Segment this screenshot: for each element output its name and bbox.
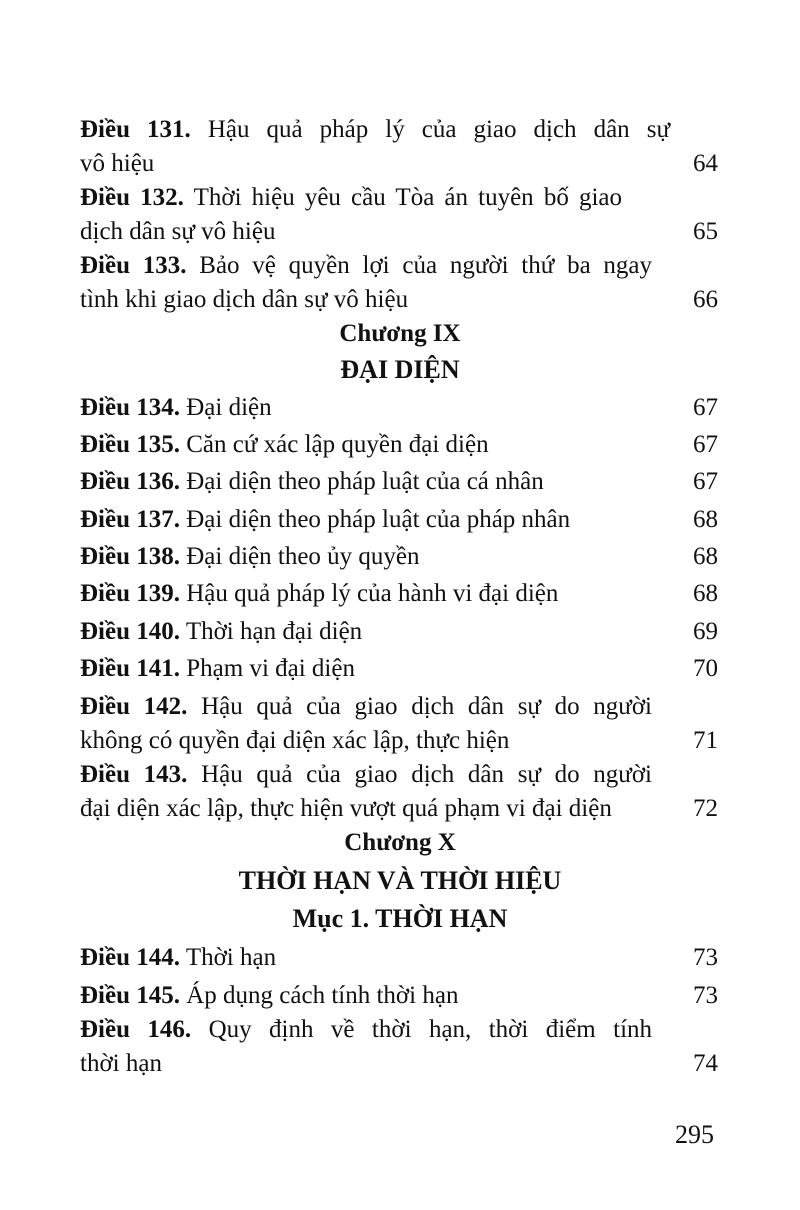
article-title: Đại diện theo ủy quyền <box>186 543 420 570</box>
chapter-label: Chương X <box>344 829 456 856</box>
article-title: Phạm vi đại diện <box>186 655 355 682</box>
article-number: Điều 131. <box>80 116 191 143</box>
toc-entry <box>80 941 720 975</box>
toc-entry <box>80 652 720 686</box>
toc-entry <box>80 577 720 611</box>
toc-entry <box>80 503 720 537</box>
article-number: Điều 136. <box>80 468 180 495</box>
page-ref: 68 <box>693 543 718 570</box>
toc-entry <box>80 249 720 317</box>
chapter-label: Chương IX <box>339 320 461 347</box>
toc-entry <box>80 465 720 499</box>
page-ref: 71 <box>693 727 718 754</box>
article-title: Quy định về thời hạn, thời điểm tính <box>208 1016 653 1043</box>
page-ref: 73 <box>693 944 718 971</box>
article-title-continued: không có quyền đại diện xác lập, thực hiện <box>80 727 510 754</box>
page-ref: 68 <box>693 506 718 533</box>
article-number: Điều 132. <box>80 184 184 211</box>
article-title: Thời hiệu yêu cầu Tòa án tuyên bố giao <box>193 184 622 211</box>
article-title: Thời hạn đại diện <box>185 618 363 645</box>
article-title: Đại diện <box>186 394 272 421</box>
toc-entry <box>80 758 720 826</box>
article-number: Điều 142. <box>80 693 188 720</box>
article-number: Điều 144. <box>80 944 180 971</box>
toc-entry <box>80 540 720 574</box>
article-title: Hậu quả pháp lý của hành vi đại diện <box>186 580 559 607</box>
article-title-continued: vô hiệu <box>80 150 155 177</box>
article-number: Điều 138. <box>80 543 180 570</box>
article-title: Căn cứ xác lập quyền đại diện <box>186 431 489 458</box>
page-ref: 64 <box>693 150 718 177</box>
chapter-title: THỜI HẠN VÀ THỜI HIỆU <box>238 866 562 895</box>
article-number: Điều 143. <box>80 761 188 788</box>
article-title: Bảo vệ quyền lợi của người thứ ba ngay <box>199 252 653 279</box>
article-number: Điều 141. <box>80 655 180 682</box>
page-ref: 74 <box>693 1050 718 1077</box>
toc-entry <box>80 1013 720 1081</box>
chapter-title: ĐẠI DIỆN <box>340 355 460 384</box>
section-title: Mục 1. THỜI HẠN <box>292 904 508 933</box>
article-number: Điều 137. <box>80 506 180 533</box>
article-title: Hậu quả pháp lý của giao dịch dân sự <box>207 116 670 143</box>
article-title: Hậu quả của giao dịch dân sự do người <box>201 693 653 720</box>
toc-entry <box>80 113 720 181</box>
page-number: 295 <box>675 1120 714 1149</box>
page-ref: 65 <box>693 218 718 245</box>
toc-entry <box>80 615 720 649</box>
page-ref: 72 <box>693 795 718 822</box>
page-ref: 66 <box>693 286 718 313</box>
toc-entry <box>80 979 720 1013</box>
toc-entry <box>80 690 720 758</box>
article-title-continued: tình khi giao dịch dân sự vô hiệu <box>80 286 409 313</box>
article-number: Điều 145. <box>80 982 180 1009</box>
article-title: Áp dụng cách tính thời hạn <box>186 982 459 1009</box>
article-number: Điều 139. <box>80 580 180 607</box>
page-ref: 68 <box>693 580 718 607</box>
page-ref: 67 <box>693 431 718 458</box>
page-ref: 73 <box>693 982 718 1009</box>
page-ref: 70 <box>693 655 718 682</box>
article-title-continued: đại diện xác lập, thực hiện vượt quá phạm vi đại diện <box>80 795 612 822</box>
article-title-continued: thời hạn <box>80 1050 162 1077</box>
page-ref: 67 <box>693 394 718 421</box>
toc-entry <box>80 428 720 462</box>
article-number: Điều 135. <box>80 431 180 458</box>
page-ref: 67 <box>693 468 718 495</box>
article-title-continued: dịch dân sự vô hiệu <box>80 218 276 245</box>
article-number: Điều 134. <box>80 394 180 421</box>
article-number: Điều 146. <box>80 1016 192 1043</box>
article-title: Đại diện theo pháp luật của pháp nhân <box>186 506 571 533</box>
article-title: Đại diện theo pháp luật của cá nhân <box>186 468 544 495</box>
toc-entry <box>80 391 720 425</box>
page-ref: 69 <box>693 618 718 645</box>
toc-entry <box>80 181 720 249</box>
article-number: Điều 133. <box>80 252 187 279</box>
article-number: Điều 140. <box>80 618 180 645</box>
article-title: Thời hạn <box>185 944 277 971</box>
article-title: Hậu quả của giao dịch dân sự do người <box>201 761 653 788</box>
